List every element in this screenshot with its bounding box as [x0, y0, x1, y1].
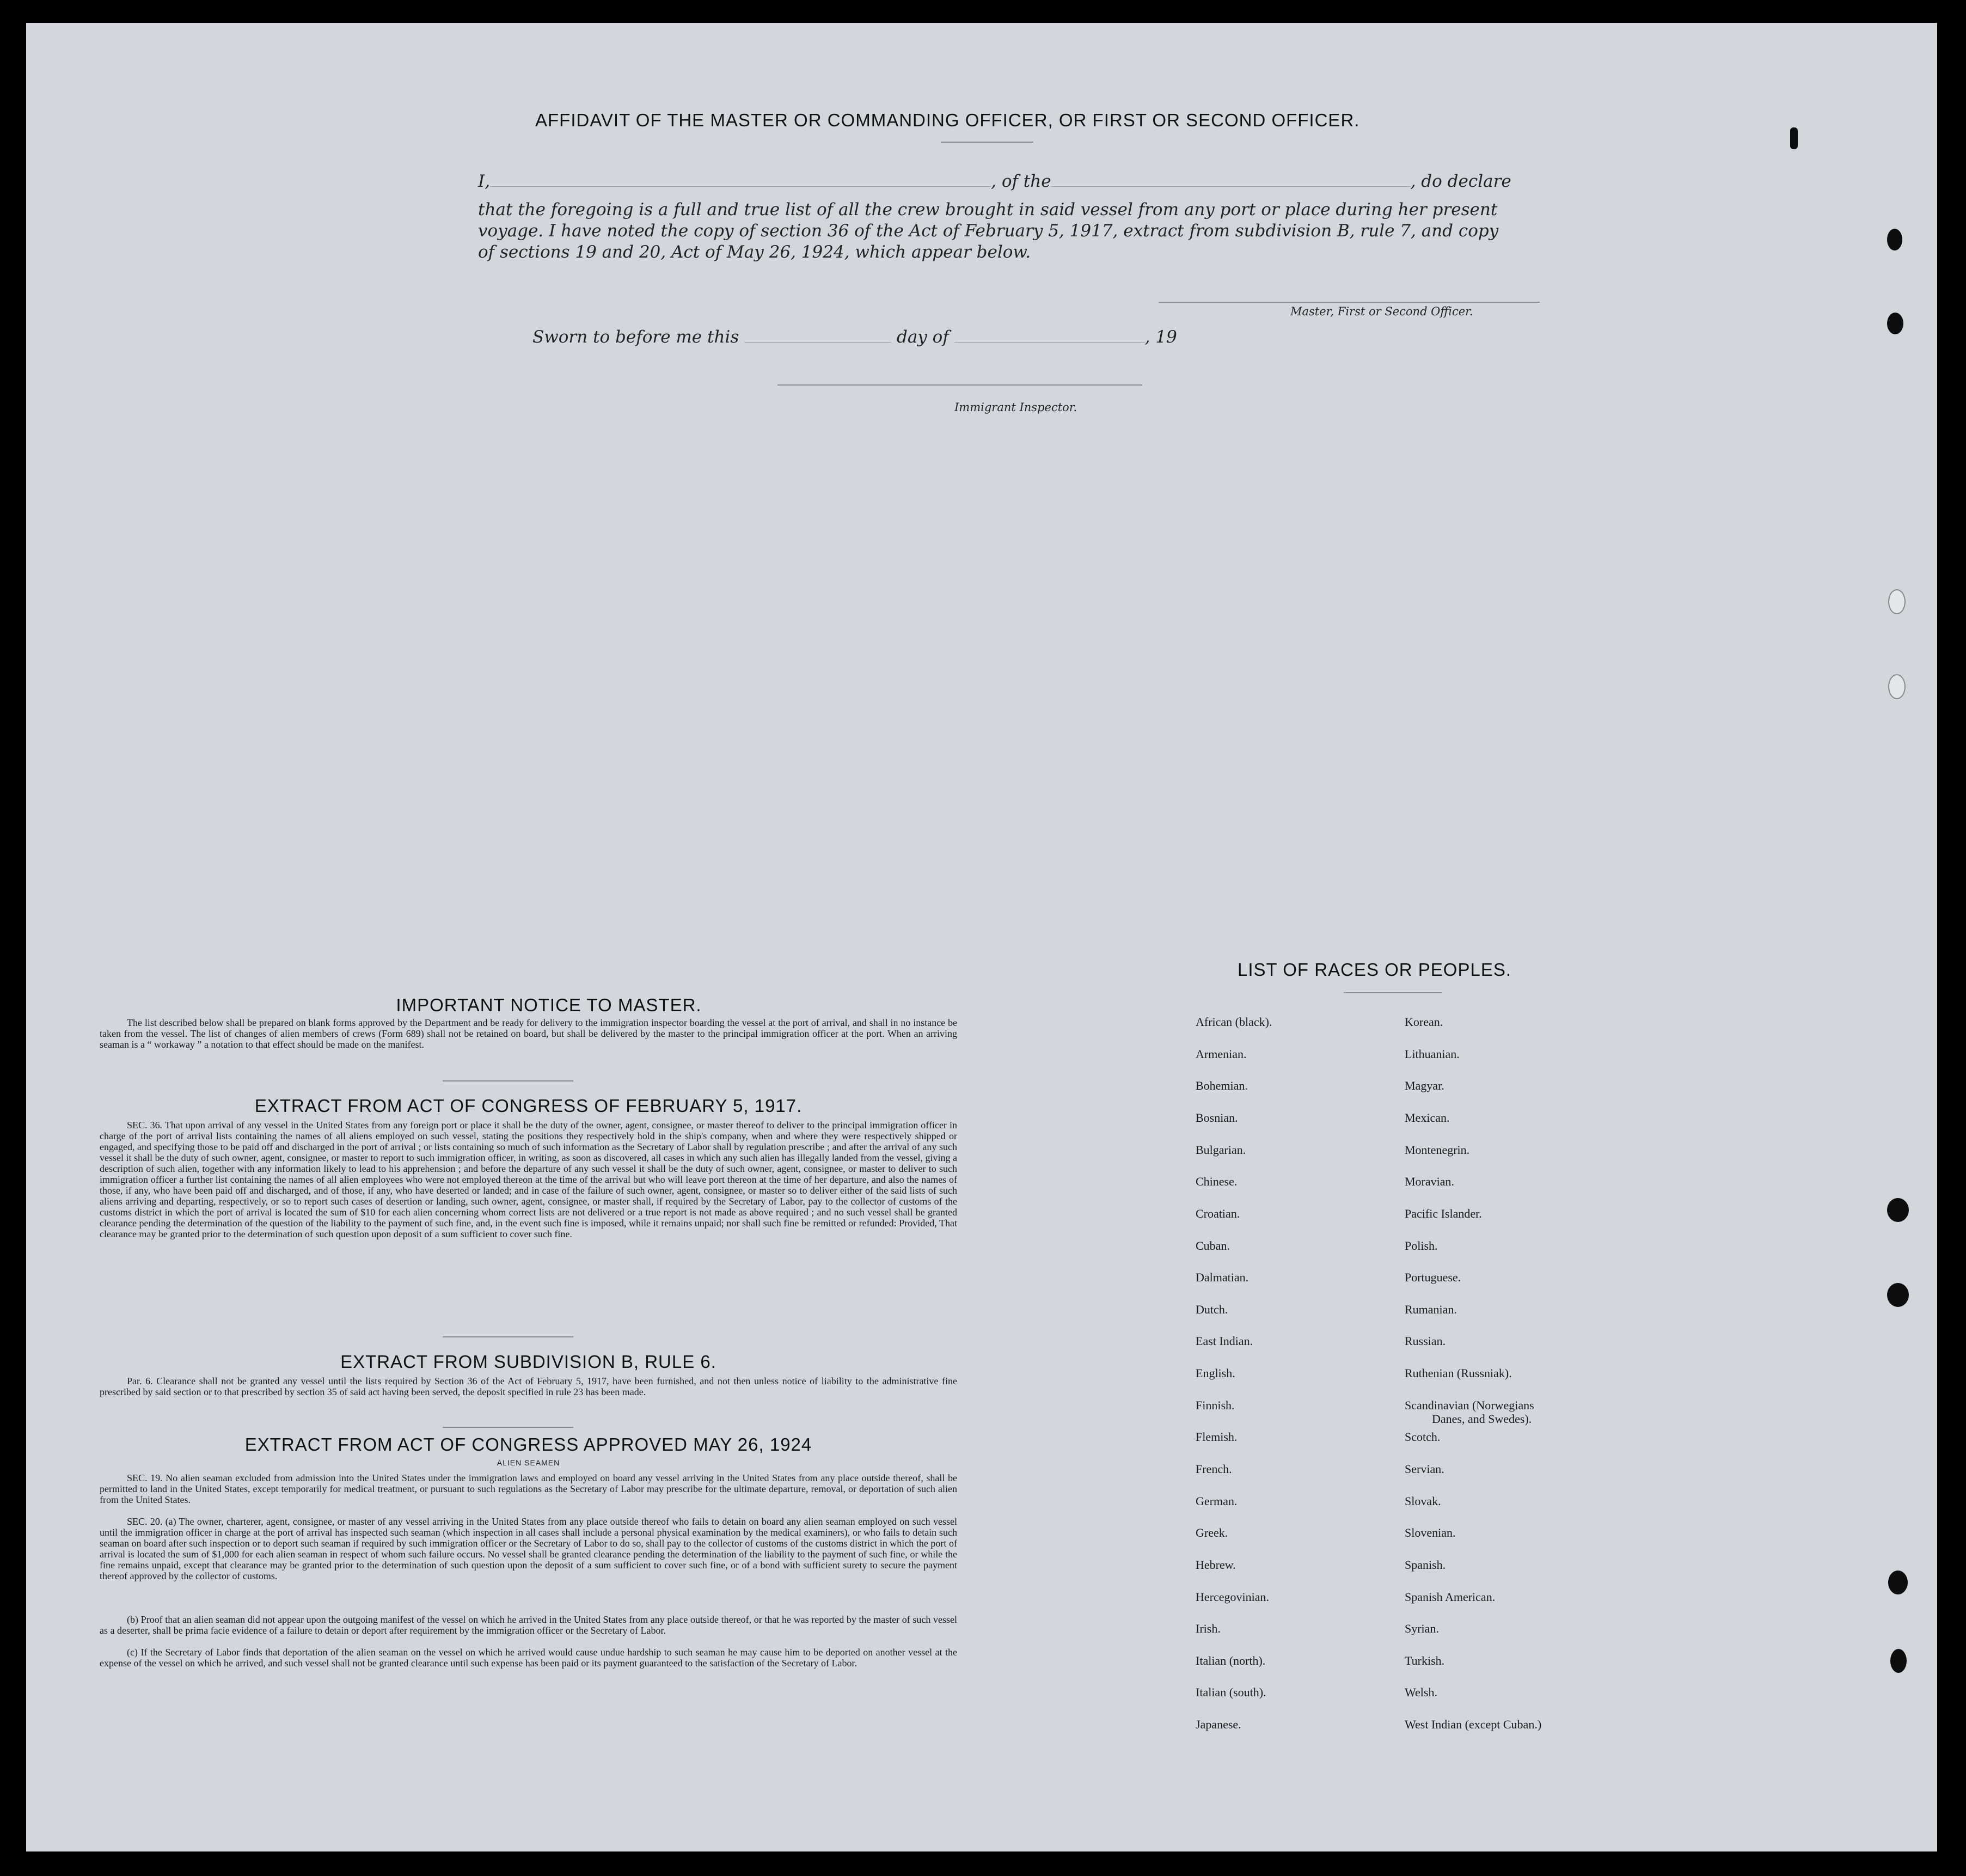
race-item: Welsh.: [1405, 1685, 1437, 1700]
extract-1924-sec20b: (b) Proof that an alien seaman did not appear upon the outgoing manifest of the vessel on which he arrived in the United States from any place outside thereof, or that he was reported by the master of such vessel as a deserter, shall be prima facie evidence of a failure to detain or deport after requirement by the immigration officer or the Secretary of Labor.: [100, 1614, 957, 1636]
race-item: Magyar.: [1405, 1079, 1444, 1093]
race-item: East Indian.: [1196, 1334, 1253, 1348]
affidavit-declare-label: , do declare: [1410, 172, 1511, 191]
affidavit-body-line-2: voyage. I have noted the copy of section 36 of the Act of February 5, 1917, extract from subdivision B, rule 7, and copy: [478, 221, 1499, 241]
extract-1924-title: EXTRACT FROM ACT OF CONGRESS APPROVED MAY 26, 1924: [244, 1434, 812, 1455]
extract-1924-sec19: SEC. 19. No alien seaman excluded from admission into the United States under the immigration laws and employed on board any vessel arriving in the United States from any place outside thereof, shall be permitted to land in the United States, except temporarily for medical treatment, or pursuant to such regulations as the Secretary of Labor may prescribe for the ultimate departure, removal, or deportation of such alien from the United States.: [100, 1472, 957, 1505]
ink-mark: [1790, 127, 1798, 149]
binder-hole: [1888, 1571, 1908, 1594]
extract-1917-rule: [443, 1336, 573, 1337]
form-page: [26, 23, 1937, 1851]
race-item: Flemish.: [1196, 1430, 1238, 1444]
extract-rule6-title: EXTRACT FROM SUBDIVISION B, RULE 6.: [340, 1352, 716, 1372]
race-item: Korean.: [1405, 1015, 1443, 1029]
race-item: Ruthenian (Russniak).: [1405, 1366, 1512, 1380]
race-item: Rumanian.: [1405, 1302, 1457, 1316]
races-title: LIST OF RACES OR PEOPLES.: [1238, 960, 1512, 980]
race-item: Pacific Islander.: [1405, 1206, 1482, 1220]
race-item: Slovenian.: [1405, 1526, 1456, 1540]
race-item: Dalmatian.: [1196, 1270, 1249, 1285]
race-item: Italian (north).: [1196, 1653, 1266, 1667]
race-item: African (black).: [1196, 1015, 1272, 1029]
race-item: Irish.: [1196, 1622, 1221, 1636]
sworn-day-of: day of: [896, 327, 949, 347]
race-item: Croatian.: [1196, 1206, 1240, 1220]
race-item: English.: [1196, 1366, 1235, 1380]
race-item: Armenian.: [1196, 1047, 1247, 1061]
binder-hole: [1890, 1649, 1907, 1673]
inspector-signature-line[interactable]: [777, 384, 1142, 386]
race-item: Finnish.: [1196, 1398, 1235, 1412]
race-item: Scotch.: [1405, 1430, 1441, 1444]
race-item: Bosnian.: [1196, 1110, 1238, 1125]
affidavit-title: AFFIDAVIT OF THE MASTER OR COMMANDING OFFICER, OR FIRST OR SECOND OFFICER.: [535, 110, 1360, 130]
race-item: Portuguese.: [1405, 1270, 1461, 1285]
race-item: Italian (south).: [1196, 1685, 1266, 1700]
binder-hole: [1887, 1198, 1909, 1222]
affidavit-title-rule: [941, 142, 1033, 143]
extract-rule6-text: Par. 6. Clearance shall not be granted any vessel until the lists required by Section 36 of the Act of February 5, 1917, have been furnished, and not then unless notice of liability to the administrative fine prescribed by said section or to that prescribed by section 35 of said act having been served, the deposit specified in rule 23 has been made.: [100, 1376, 957, 1397]
affidavit-line1: [478, 170, 1511, 192]
extract-1917-text: SEC. 36. That upon arrival of any vessel in the United States from any foreign port or place it shall be the duty of the owner, agent, consignee, or master thereof to deliver to the principal immigration officer in charge of the port of arrival lists containing the names of all aliens employed on such vessel, stating the positions they respectively hold in the ship's company, when and where they were respectively shipped or engaged, and specifying those to be paid off and discharged in the port of arrival ; or lists containing so much of such information as the Secretary of Labor shall by regulation prescribe ; and after the arrival of any such vessel it shall be the duty of such owner, agent, consignee, or master to report to such immigration officer, in writing, as soon as discovered, all cases in which any such alien has illegally landed from the vessel, giving a description of such alien, together with any information likely to lead to his apprehension ; and before the departure of any such vessel it shall be the duty of such owner, agent, consignee, or master to deliver to such immigration officer a further list containing the names of all alien employees who were not employed thereon at the time of the arrival but who will leave port thereon at the time of her departure, and also the names of those, if any, who have been paid off and discharged, and of those, if any, who have deserted or landed; and in case of the failure of such owner, agent, consignee, or master so to deliver either of the said lists of such aliens arriving and departing, respectively, or so to report such cases of desertion or landing, such owner, agent, consignee, or master shall, if required by the Secretary of Labor, pay to the collector of customs of the customs district in which the port of arrival is located the sum of $10 for each alien concerning whom correct lists are not delivered or a true report is not made as above required ; and no such vessel shall be granted clearance pending the determination of the question of the liability to the payment of such fine, and, in the event such fine is imposed, while it remains unpaid; nor shall such fine be remitted or refunded: Provided, That clearance may be granted prior to the determination of such question upon deposit of a sum sufficient to cover such fine.: [100, 1120, 957, 1239]
race-item: Dutch.: [1196, 1302, 1228, 1316]
binder-hole-faint: [1888, 589, 1906, 614]
extract-1924-body: [100, 1472, 957, 1669]
notice-text: The list described below shall be prepared on blank forms approved by the Department and be ready for delivery to the immigration inspector boarding the vessel at the port of arrival, and shall in no instance be taken from the vessel. The list of changes of alien members of crews (Form 689) shall not be retained on board, but shall be delivered by the master to the principal immigration officer at the port. When an arriving seaman is a “ workaway ” a notation to that effect should be made on the manifest.: [100, 1017, 957, 1050]
sworn-day-blank[interactable]: [744, 341, 891, 343]
race-item: Moravian.: [1405, 1175, 1455, 1189]
sworn-month-blank[interactable]: [954, 341, 1145, 343]
affidavit-body-line-3: of sections 19 and 20, Act of May 26, 1924, which appear below.: [478, 242, 1031, 262]
affidavit-i-label: I,: [478, 172, 491, 191]
binder-hole-faint: [1888, 674, 1906, 699]
master-signature-line[interactable]: [1159, 302, 1540, 303]
race-item: Spanish American.: [1405, 1590, 1496, 1604]
binder-hole: [1887, 313, 1903, 334]
race-item: German.: [1196, 1494, 1238, 1508]
race-item: Servian.: [1405, 1462, 1444, 1476]
race-item: Scandinavian (Norwegians: [1405, 1398, 1534, 1412]
race-item: Syrian.: [1405, 1622, 1439, 1636]
race-item: Spanish.: [1405, 1557, 1446, 1572]
extract-rule6-rule: [443, 1427, 573, 1428]
affidavit-body-line-1: that the foregoing is a full and true list of all the crew brought in said vessel from any port or place during her present: [478, 200, 1498, 219]
race-item: Hebrew.: [1196, 1557, 1236, 1572]
extract-1917-title: EXTRACT FROM ACT OF CONGRESS OF FEBRUARY 5, 1917.: [254, 1096, 803, 1116]
binder-hole: [1887, 1283, 1909, 1307]
sworn-year: , 19: [1144, 327, 1177, 347]
race-item-continuation: Danes, and Swedes).: [1432, 1412, 1532, 1426]
race-item: Mexican.: [1405, 1110, 1450, 1125]
race-item: Bohemian.: [1196, 1079, 1248, 1093]
notice-rule: [443, 1080, 573, 1081]
notice-title: IMPORTANT NOTICE TO MASTER.: [396, 995, 702, 1015]
inspector-caption: Immigrant Inspector.: [954, 401, 1077, 414]
race-item: Montenegrin.: [1405, 1142, 1470, 1157]
sworn-prefix: Sworn to before me this: [532, 327, 739, 347]
extract-1924-sec20c: (c) If the Secretary of Labor finds that deportation of the alien seaman on the vessel on which he arrived would cause undue hardship to such seaman he may cause him to be deported on another vessel at the expense of the vessel on which he arrived, and such vessel shall not be granted clearance until such expense has been paid or its payment guaranteed to the satisfaction of the Secretary of Labor.: [100, 1647, 957, 1669]
affidavit-of-the-label: , of the: [991, 172, 1051, 191]
master-caption: Master, First or Second Officer.: [1290, 305, 1473, 318]
race-item: Cuban.: [1196, 1238, 1230, 1252]
race-item: West Indian (except Cuban.): [1405, 1718, 1542, 1731]
race-item: Slovak.: [1405, 1494, 1441, 1508]
extract-1924-sec20a: SEC. 20. (a) The owner, charterer, agent, consignee, or master of any vessel arriving in the United States from any place outside thereof who fails to detain on board any alien seaman employed on such vessel until the immigration officer in charge at the port of arrival has inspected such seaman (which inspection in all cases shall include a personal physical examination by the medical examiners), or who fails to detain such seaman on board after such inspection or to deport such seaman if required by such immigration officer or the Secretary of Labor to do so, shall pay to the collector of customs of the customs district in which the port of arrival is located the sum of $1,000 for each alien seaman in respect of whom such failure occurs. No vessel shall be granted clearance pending the determination of the liability to the payment of such fine, or while the fine remains unpaid, except that clearance may be granted prior to the determination of such question upon the deposit of a sum sufficient to cover such fine, or of a bond with sufficient surety to secure the payment thereof approved by the collector of customs.: [100, 1516, 957, 1581]
races-title-rule: [1344, 992, 1442, 993]
race-item: Turkish.: [1405, 1653, 1445, 1667]
race-item: Lithuanian.: [1405, 1047, 1460, 1061]
affidavit-vessel-blank[interactable]: [1051, 186, 1411, 187]
binder-hole: [1887, 229, 1902, 250]
race-item: French.: [1196, 1462, 1232, 1476]
race-item: Japanese.: [1196, 1718, 1241, 1731]
race-item: Greek.: [1196, 1526, 1228, 1540]
extract-1924-subtitle: ALIEN SEAMEN: [497, 1458, 560, 1467]
race-item: Hercegovinian.: [1196, 1590, 1269, 1604]
sworn-line: [532, 326, 1177, 348]
race-item: Chinese.: [1196, 1175, 1238, 1189]
race-item: Polish.: [1405, 1238, 1438, 1252]
race-item: Russian.: [1405, 1334, 1446, 1348]
race-item: Bulgarian.: [1196, 1142, 1246, 1157]
affidavit-name-blank[interactable]: [490, 186, 991, 187]
